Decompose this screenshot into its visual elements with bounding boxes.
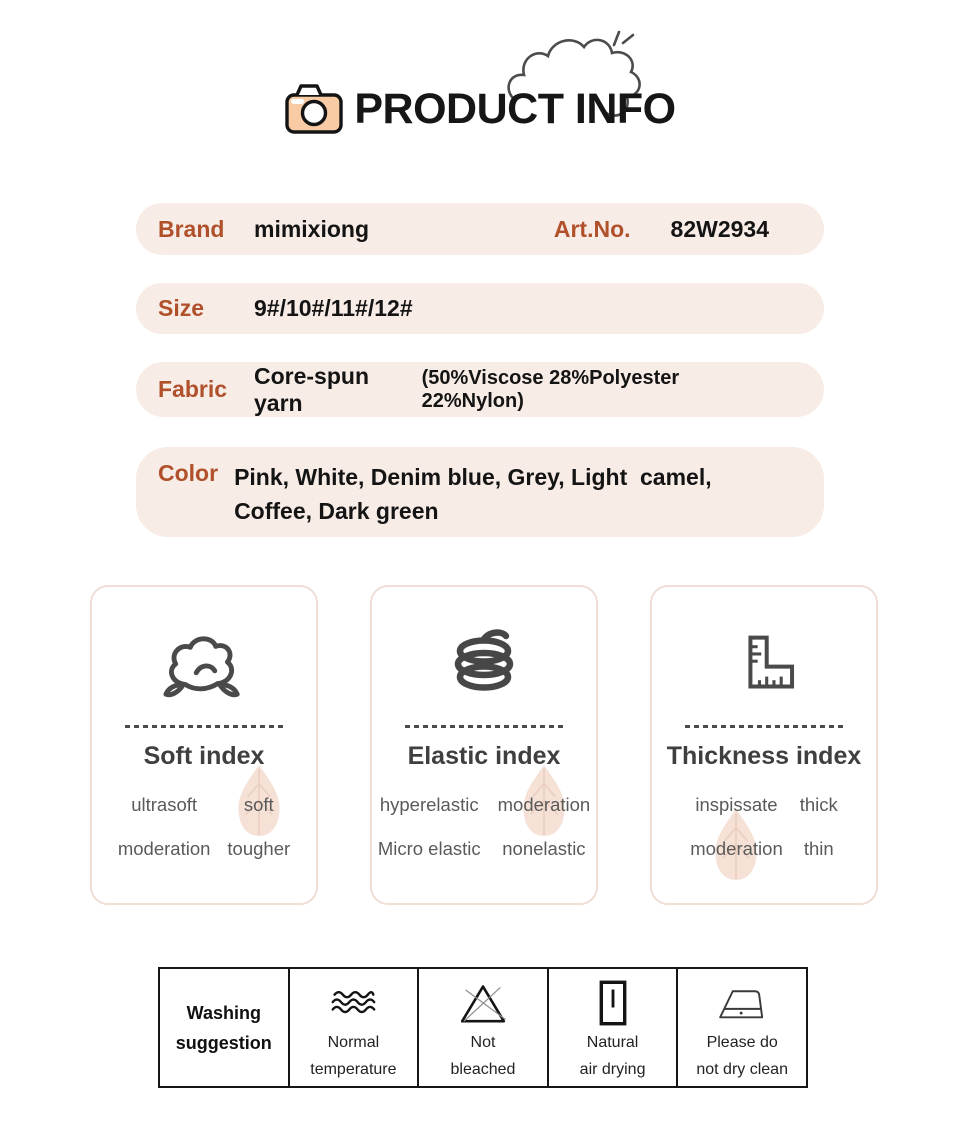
care-label-line1: Normal xyxy=(327,1034,380,1051)
artno-label: Art.No. xyxy=(553,215,631,242)
icon-area xyxy=(457,977,509,1029)
header xyxy=(0,0,960,160)
dashed-divider xyxy=(125,725,283,728)
dashed-divider xyxy=(685,725,843,728)
option: thin xyxy=(803,838,834,859)
option: inspissate xyxy=(695,794,778,815)
no-bleach-icon xyxy=(457,979,509,1027)
normal-temperature-cell xyxy=(288,969,418,1086)
option: nonelastic xyxy=(502,838,586,859)
care-label-line2: temperature xyxy=(310,1061,397,1078)
no-dry-clean-cell xyxy=(676,969,806,1086)
option-highlighted: moderation xyxy=(690,837,783,861)
ruler-icon xyxy=(726,628,802,698)
option-highlighted: soft xyxy=(244,793,274,817)
page-title: PRODUCT INFO xyxy=(354,84,676,133)
washing-header-line1: Washing xyxy=(186,1002,261,1023)
dashed-divider xyxy=(405,725,563,728)
card-title: Elastic index xyxy=(407,742,561,770)
artno-group xyxy=(554,216,769,243)
option: tougher xyxy=(227,838,291,859)
option-highlighted: moderation xyxy=(498,793,591,817)
washing-suggestion-header-cell xyxy=(160,969,288,1086)
card-icon-area xyxy=(441,617,527,709)
care-label-line1: Not xyxy=(470,1034,496,1051)
care-label-line1: Natural xyxy=(586,1034,639,1051)
washing-header-line2: suggestion xyxy=(175,1032,272,1053)
brand-value: mimixiong xyxy=(254,215,370,242)
card-icon-area xyxy=(161,617,247,709)
thickness-index-card xyxy=(650,585,878,905)
color-value: Pink, White, Denim blue, Grey, Light camel, Coffee, Dark green xyxy=(234,464,719,524)
option: thick xyxy=(799,794,838,815)
care-label-line2: not dry clean xyxy=(696,1061,788,1078)
spring-coil-icon xyxy=(441,623,527,703)
cotton-boll-icon xyxy=(161,625,247,701)
washing-suggestion-table xyxy=(158,967,808,1088)
elastic-index-card xyxy=(370,585,598,905)
natural-air-drying-cell xyxy=(547,969,677,1086)
fabric-composition: (50%Viscose 28%Polyester 22%Nylon) xyxy=(421,366,680,412)
option: Micro elastic xyxy=(377,838,481,859)
icon-area xyxy=(714,977,770,1029)
artno-value: 82W2934 xyxy=(670,215,769,242)
brand-label: Brand xyxy=(158,215,225,242)
natural-air-dry-icon xyxy=(595,979,631,1027)
care-label-line1: Please do xyxy=(706,1034,778,1051)
option: ultrasoft xyxy=(131,794,198,815)
fabric-value: Core-spun yarn xyxy=(254,362,369,416)
thickness-options xyxy=(690,793,838,861)
icon-area xyxy=(329,977,377,1029)
care-label-line2: air drying xyxy=(579,1061,646,1078)
camera-icon xyxy=(284,82,344,136)
water-waves-icon xyxy=(329,988,377,1018)
option: moderation xyxy=(117,838,211,859)
no-dry-clean-iron-icon xyxy=(714,982,770,1024)
product-attributes xyxy=(136,203,824,537)
size-row xyxy=(136,283,824,334)
soft-index-card xyxy=(90,585,318,905)
color-row xyxy=(136,447,824,537)
index-cards xyxy=(90,585,960,905)
option: hyperelastic xyxy=(379,794,479,815)
card-title: Soft index xyxy=(143,742,265,770)
size-label: Size xyxy=(158,295,205,321)
fabric-row xyxy=(136,362,824,417)
elastic-options xyxy=(378,793,590,861)
card-title: Thickness index xyxy=(666,742,862,770)
card-icon-area xyxy=(726,617,802,709)
title-row xyxy=(0,82,960,136)
fabric-label: Fabric xyxy=(158,376,228,402)
brand-row xyxy=(136,203,824,255)
soft-options xyxy=(118,793,290,861)
care-label-line2: bleached xyxy=(450,1061,516,1078)
icon-area xyxy=(595,977,631,1029)
not-bleached-cell xyxy=(417,969,547,1086)
size-value: 9#/10#/11#/12# xyxy=(254,295,413,321)
color-label: Color xyxy=(158,460,219,486)
